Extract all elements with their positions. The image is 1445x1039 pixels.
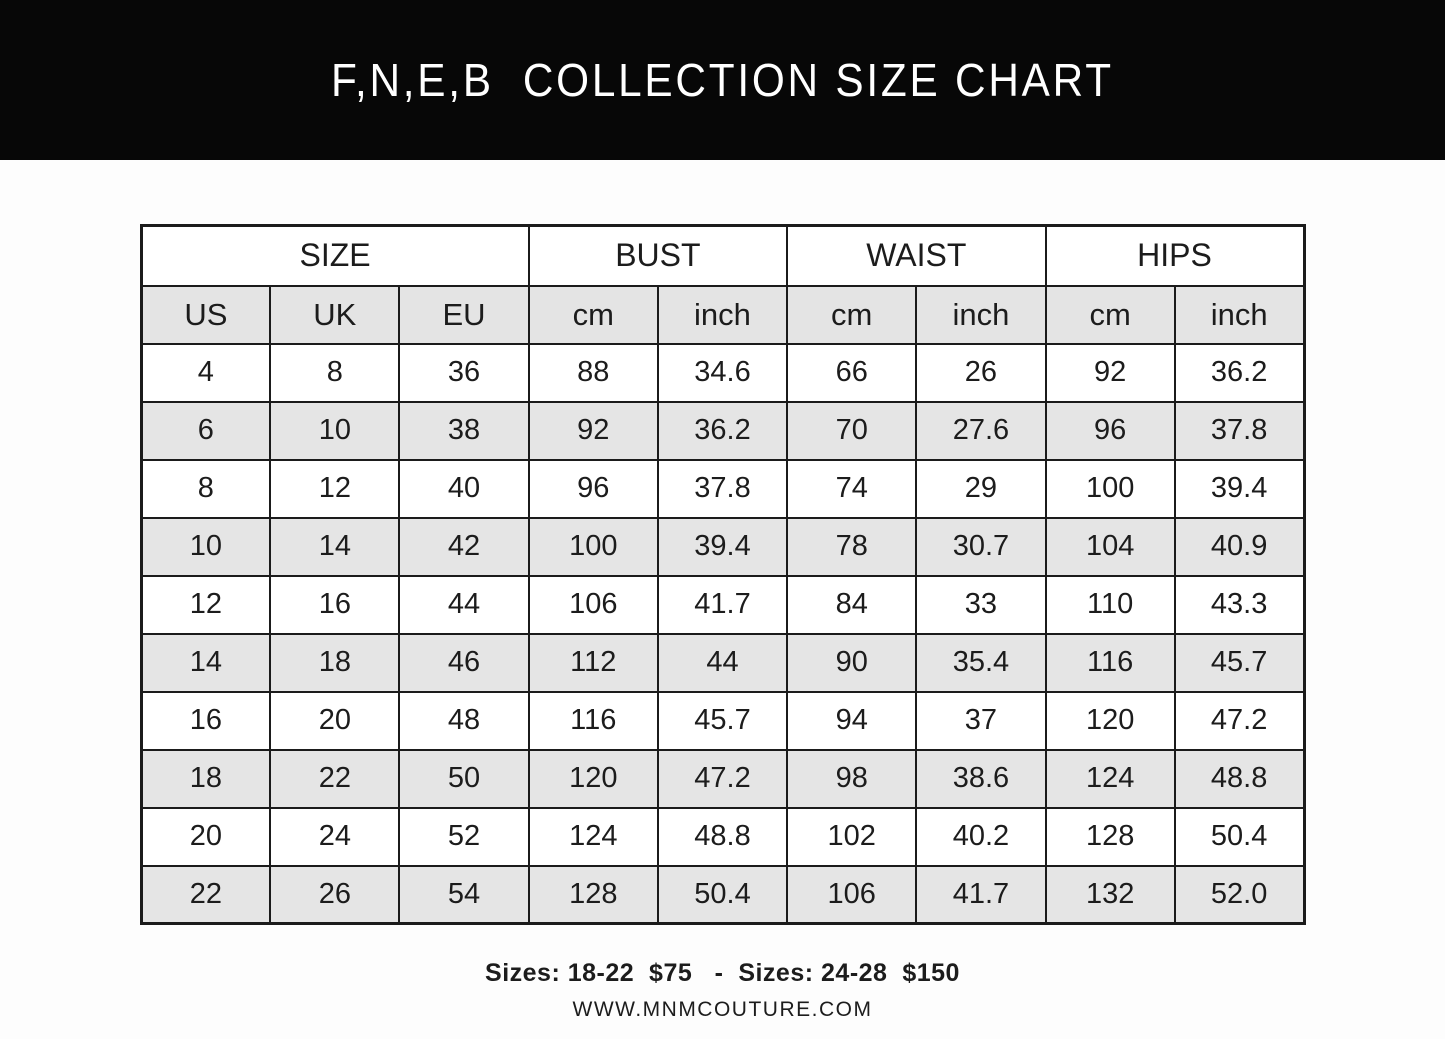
table-cell: 94 <box>787 692 916 750</box>
table-cell: 100 <box>1046 460 1175 518</box>
table-cell: 20 <box>270 692 399 750</box>
table-cell: 48.8 <box>1175 750 1304 808</box>
table-cell: 38 <box>399 402 528 460</box>
table-cell: 14 <box>270 518 399 576</box>
table-cell: 40.9 <box>1175 518 1304 576</box>
table-cell: 84 <box>787 576 916 634</box>
column-header-5-cm: cm <box>787 286 916 344</box>
table-cell: 41.7 <box>658 576 787 634</box>
table-cell: 48 <box>399 692 528 750</box>
size-table <box>140 224 1306 925</box>
table-row-us-20 <box>141 808 1304 866</box>
table-cell: 50.4 <box>1175 808 1304 866</box>
group-header-hips: HIPS <box>1046 226 1304 286</box>
table-cell: 6 <box>141 402 270 460</box>
table-cell: 35.4 <box>916 634 1045 692</box>
table-cell: 20 <box>141 808 270 866</box>
table-cell: 120 <box>1046 692 1175 750</box>
table-cell: 26 <box>270 866 399 924</box>
table-cell: 110 <box>1046 576 1175 634</box>
table-cell: 46 <box>399 634 528 692</box>
column-header-7-cm: cm <box>1046 286 1175 344</box>
size-table-body <box>141 344 1304 924</box>
table-cell: 16 <box>141 692 270 750</box>
table-cell: 92 <box>1046 344 1175 402</box>
group-header-waist: WAIST <box>787 226 1045 286</box>
table-cell: 50 <box>399 750 528 808</box>
column-header-8-inch: inch <box>1175 286 1304 344</box>
table-cell: 120 <box>529 750 658 808</box>
size-table-head <box>141 226 1304 344</box>
table-cell: 18 <box>270 634 399 692</box>
table-row-us-14 <box>141 634 1304 692</box>
table-cell: 128 <box>529 866 658 924</box>
table-cell: 4 <box>141 344 270 402</box>
table-cell: 29 <box>916 460 1045 518</box>
table-cell: 22 <box>270 750 399 808</box>
table-cell: 10 <box>270 402 399 460</box>
column-header-3-cm: cm <box>529 286 658 344</box>
table-cell: 128 <box>1046 808 1175 866</box>
table-cell: 45.7 <box>1175 634 1304 692</box>
table-cell: 36 <box>399 344 528 402</box>
table-cell: 37.8 <box>1175 402 1304 460</box>
table-cell: 27.6 <box>916 402 1045 460</box>
table-cell: 70 <box>787 402 916 460</box>
table-cell: 8 <box>141 460 270 518</box>
table-row-us-18 <box>141 750 1304 808</box>
table-cell: 39.4 <box>658 518 787 576</box>
table-cell: 78 <box>787 518 916 576</box>
table-cell: 45.7 <box>658 692 787 750</box>
table-cell: 16 <box>270 576 399 634</box>
table-cell: 74 <box>787 460 916 518</box>
table-cell: 40.2 <box>916 808 1045 866</box>
table-cell: 40 <box>399 460 528 518</box>
table-cell: 12 <box>141 576 270 634</box>
group-header-size: SIZE <box>141 226 529 286</box>
table-cell: 90 <box>787 634 916 692</box>
table-cell: 18 <box>141 750 270 808</box>
table-cell: 30.7 <box>916 518 1045 576</box>
column-header-1-uk: UK <box>270 286 399 344</box>
table-cell: 34.6 <box>658 344 787 402</box>
table-cell: 44 <box>658 634 787 692</box>
table-cell: 43.3 <box>1175 576 1304 634</box>
table-cell: 33 <box>916 576 1045 634</box>
table-cell: 14 <box>141 634 270 692</box>
table-cell: 104 <box>1046 518 1175 576</box>
table-cell: 50.4 <box>658 866 787 924</box>
table-cell: 47.2 <box>1175 692 1304 750</box>
table-cell: 106 <box>787 866 916 924</box>
column-header-0-us: US <box>141 286 270 344</box>
table-cell: 44 <box>399 576 528 634</box>
table-cell: 52.0 <box>1175 866 1304 924</box>
table-cell: 42 <box>399 518 528 576</box>
table-cell: 8 <box>270 344 399 402</box>
table-group-header-row <box>141 226 1304 286</box>
table-cell: 66 <box>787 344 916 402</box>
column-header-2-eu: EU <box>399 286 528 344</box>
table-cell: 38.6 <box>916 750 1045 808</box>
table-cell: 100 <box>529 518 658 576</box>
group-header-bust: BUST <box>529 226 787 286</box>
table-cell: 24 <box>270 808 399 866</box>
table-cell: 36.2 <box>1175 344 1304 402</box>
table-cell: 124 <box>1046 750 1175 808</box>
table-cell: 47.2 <box>658 750 787 808</box>
table-cell: 36.2 <box>658 402 787 460</box>
table-cell: 10 <box>141 518 270 576</box>
table-cell: 92 <box>529 402 658 460</box>
table-cell: 48.8 <box>658 808 787 866</box>
table-row-us-10 <box>141 518 1304 576</box>
table-cell: 112 <box>529 634 658 692</box>
website-url: WWW.MNMCOUTURE.COM <box>572 998 873 1021</box>
table-cell: 22 <box>141 866 270 924</box>
table-cell: 41.7 <box>916 866 1045 924</box>
table-cell: 26 <box>916 344 1045 402</box>
table-cell: 96 <box>529 460 658 518</box>
table-cell: 88 <box>529 344 658 402</box>
table-row-us-6 <box>141 402 1304 460</box>
table-cell: 37.8 <box>658 460 787 518</box>
table-cell: 37 <box>916 692 1045 750</box>
table-cell: 102 <box>787 808 916 866</box>
table-cell: 52 <box>399 808 528 866</box>
page-title: F,N,E,B COLLECTION SIZE CHART <box>331 54 1114 106</box>
table-column-header-row <box>141 286 1304 344</box>
table-cell: 106 <box>529 576 658 634</box>
table-cell: 39.4 <box>1175 460 1304 518</box>
table-cell: 98 <box>787 750 916 808</box>
table-cell: 116 <box>529 692 658 750</box>
table-row-us-12 <box>141 576 1304 634</box>
table-row-us-16 <box>141 692 1304 750</box>
table-row-us-22 <box>141 866 1304 924</box>
table-row-us-4 <box>141 344 1304 402</box>
table-cell: 12 <box>270 460 399 518</box>
table-cell: 124 <box>529 808 658 866</box>
content-area <box>0 224 1445 1022</box>
title-banner <box>0 0 1445 160</box>
table-cell: 54 <box>399 866 528 924</box>
column-header-4-inch: inch <box>658 286 787 344</box>
table-cell: 96 <box>1046 402 1175 460</box>
table-cell: 132 <box>1046 866 1175 924</box>
pricing-note: Sizes: 18-22 $75 - Sizes: 24-28 $150 <box>485 959 960 987</box>
table-cell: 116 <box>1046 634 1175 692</box>
table-row-us-8 <box>141 460 1304 518</box>
column-header-6-inch: inch <box>916 286 1045 344</box>
